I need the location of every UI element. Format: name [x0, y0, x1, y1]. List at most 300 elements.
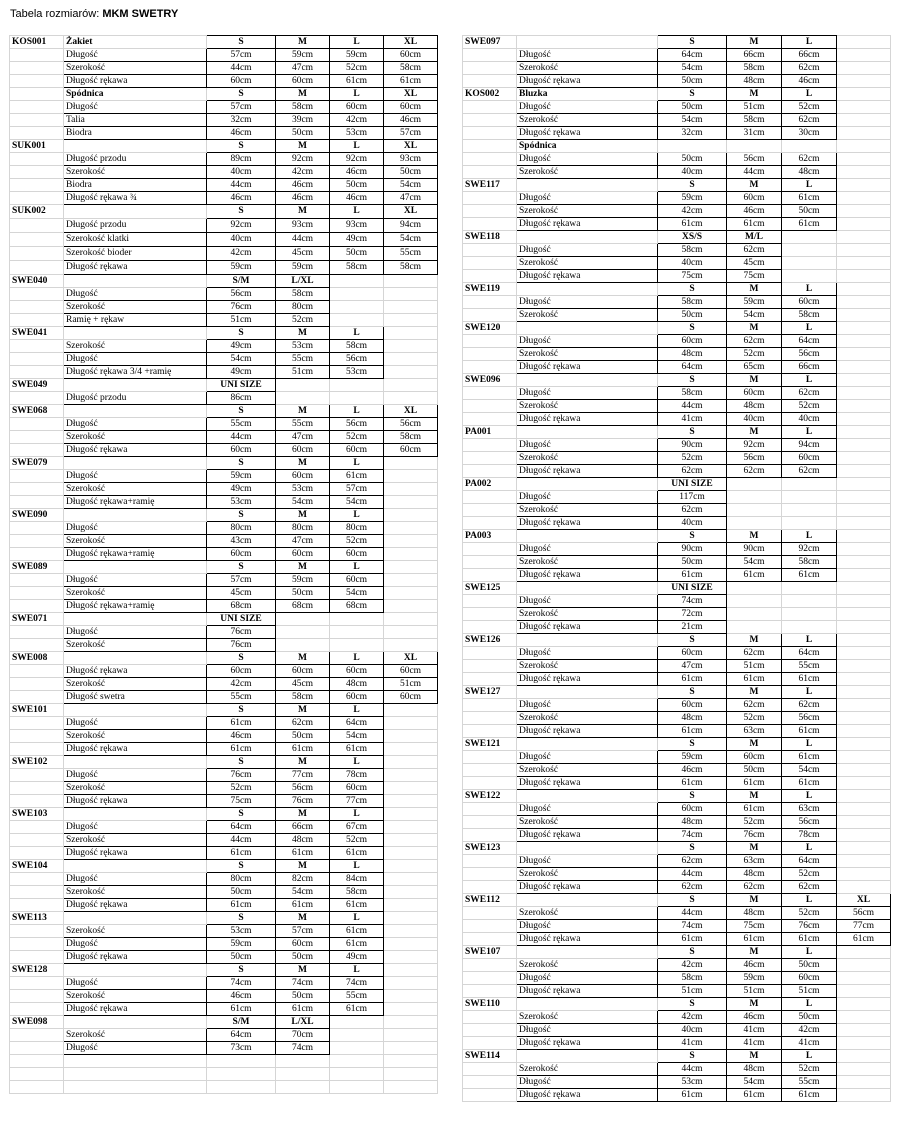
measurement-label: Długość [517, 296, 658, 309]
measurement-row [463, 1063, 891, 1076]
measurement-label: Długość rękawa+ramię [64, 600, 207, 613]
size-header: S [207, 860, 276, 873]
blank-cell [837, 101, 891, 114]
measurement-label: Szerokość [517, 62, 658, 75]
blank-cell [64, 860, 207, 873]
measurement-label: Długość [64, 873, 207, 886]
size-header: S [658, 790, 727, 803]
blank-cell [10, 899, 64, 912]
measurement-row [463, 270, 891, 283]
measurement-value: 58cm [782, 309, 837, 322]
measurement-value: 50cm [207, 951, 276, 964]
measurement-label: Szerokość [64, 990, 207, 1003]
blank-cell [517, 231, 658, 244]
blank-cell [10, 219, 64, 233]
blank-cell [782, 608, 837, 621]
blank-cell [517, 478, 658, 491]
measurement-row [463, 751, 891, 764]
product-code: SWE008 [10, 652, 64, 665]
measurement-value: 44cm [727, 166, 782, 179]
blank-cell [837, 452, 891, 465]
measurement-value: 62cm [782, 153, 837, 166]
product-header-row [10, 964, 438, 977]
blank-cell [837, 608, 891, 621]
measurement-value: 61cm [658, 569, 727, 582]
product-code: SWE089 [10, 561, 64, 574]
measurement-label: Talia [64, 114, 207, 127]
product-header-row [10, 36, 438, 49]
product-header-row [10, 379, 438, 392]
blank-cell [727, 517, 782, 530]
measurement-value: 57cm [207, 49, 276, 62]
measurement-value: 52cm [727, 712, 782, 725]
product-header-row [463, 374, 891, 387]
measurement-value: 61cm [276, 899, 330, 912]
measurement-row [10, 795, 438, 808]
measurement-row [463, 725, 891, 738]
measurement-value: 40cm [782, 413, 837, 426]
measurement-value: 74cm [658, 595, 727, 608]
blank-cell [64, 1016, 207, 1029]
measurement-label: Długość rękawa [517, 569, 658, 582]
blank-cell [782, 478, 837, 491]
measurement-label: Długość rękawa [64, 444, 207, 457]
measurement-label: Szerokość [64, 678, 207, 691]
measurement-row [463, 803, 891, 816]
blank-cell [837, 543, 891, 556]
product-code: PA003 [463, 530, 517, 543]
blank-cell [837, 881, 891, 894]
blank-cell [837, 231, 891, 244]
blank-cell [10, 535, 64, 548]
blank-cell [782, 491, 837, 504]
measurement-value: 58cm [658, 244, 727, 257]
blank-cell [463, 569, 517, 582]
measurement-value: 61cm [727, 1089, 782, 1102]
measurement-value: 55cm [207, 418, 276, 431]
measurement-value: 58cm [727, 62, 782, 75]
blank-cell [463, 465, 517, 478]
blank-cell [782, 244, 837, 257]
blank-cell [463, 1063, 517, 1076]
size-header: S [658, 634, 727, 647]
measurement-value: 52cm [782, 868, 837, 881]
measurement-value: 92cm [330, 153, 384, 166]
blank-cell [64, 964, 207, 977]
measurement-row [463, 205, 891, 218]
measurement-value: 40cm [207, 233, 276, 247]
measurement-row [463, 257, 891, 270]
blank-cell [837, 673, 891, 686]
blank-cell [463, 816, 517, 829]
measurement-value: 72cm [658, 608, 727, 621]
blank-cell [463, 361, 517, 374]
size-table-left [9, 35, 438, 1094]
blank-cell [10, 192, 64, 205]
measurement-row [10, 990, 438, 1003]
blank-cell [837, 504, 891, 517]
blank-cell [782, 231, 837, 244]
product-code: SWE107 [463, 946, 517, 959]
blank-cell [727, 582, 782, 595]
measurement-value: 46cm [276, 179, 330, 192]
blank-cell [384, 1081, 438, 1094]
measurement-value: 92cm [276, 153, 330, 166]
measurement-value: 62cm [658, 881, 727, 894]
measurement-row [10, 392, 438, 405]
measurement-value: 74cm [276, 1042, 330, 1055]
measurement-value: 50cm [658, 556, 727, 569]
measurement-value: 59cm [207, 938, 276, 951]
measurement-value: 60cm [207, 444, 276, 457]
blank-cell [837, 842, 891, 855]
blank-cell [64, 912, 207, 925]
blank-cell [837, 426, 891, 439]
size-header: S [658, 179, 727, 192]
product-code: SWE104 [10, 860, 64, 873]
measurement-label: Długość rękawa [517, 270, 658, 283]
blank-cell [837, 257, 891, 270]
measurement-value: 64cm [658, 361, 727, 374]
blank-cell [837, 556, 891, 569]
blank-cell [837, 1011, 891, 1024]
blank-cell [384, 847, 438, 860]
blank-cell [837, 335, 891, 348]
product-code: SUK001 [10, 140, 64, 153]
size-header: M [727, 634, 782, 647]
measurement-value: 52cm [782, 400, 837, 413]
blank-cell [837, 868, 891, 881]
size-header: S [207, 704, 276, 717]
measurement-value: 61cm [330, 925, 384, 938]
measurement-value: 53cm [207, 496, 276, 509]
measurement-label: Długość [517, 192, 658, 205]
measurement-value: 45cm [276, 247, 330, 261]
measurement-value: 55cm [782, 1076, 837, 1089]
section-label: Bluzka [517, 88, 658, 101]
measurement-row [463, 855, 891, 868]
size-header: L [330, 36, 384, 49]
measurement-label: Długość [517, 647, 658, 660]
product-code: SWE128 [10, 964, 64, 977]
measurement-value: 47cm [276, 535, 330, 548]
measurement-value: 52cm [330, 431, 384, 444]
blank-cell [837, 49, 891, 62]
measurement-value: 58cm [658, 296, 727, 309]
measurement-row [10, 782, 438, 795]
blank-cell [10, 743, 64, 756]
measurement-label: Długość rękawa [64, 75, 207, 88]
measurement-label: Długość [517, 335, 658, 348]
blank-cell [463, 75, 517, 88]
measurement-value: 40cm [727, 413, 782, 426]
measurement-label: Długość [64, 522, 207, 535]
blank-cell [276, 1068, 330, 1081]
blank-cell [517, 738, 658, 751]
blank-cell [10, 600, 64, 613]
measurement-label: Długość [64, 418, 207, 431]
title-name: MKM SWETRY [102, 8, 179, 20]
product-code: SWE068 [10, 405, 64, 418]
measurement-value: 45cm [207, 587, 276, 600]
size-header: XL [384, 652, 438, 665]
measurement-value: 44cm [207, 834, 276, 847]
product-code: SWE117 [463, 179, 517, 192]
measurement-value: 53cm [276, 340, 330, 353]
size-header: M [276, 860, 330, 873]
measurement-label: Szerokość [64, 639, 207, 652]
measurement-row [463, 712, 891, 725]
measurement-row [463, 699, 891, 712]
measurement-value: 44cm [658, 400, 727, 413]
blank-cell [276, 379, 330, 392]
measurement-value: 56cm [782, 712, 837, 725]
measurement-value: 59cm [727, 972, 782, 985]
measurement-label: Szerokość [64, 834, 207, 847]
blank-cell [10, 522, 64, 535]
measurement-value: 54cm [330, 730, 384, 743]
measurement-value: 48cm [782, 166, 837, 179]
blank-cell [463, 1011, 517, 1024]
measurement-label: Długość rękawa [517, 621, 658, 634]
product-code: SWE090 [10, 509, 64, 522]
measurement-value: 50cm [658, 153, 727, 166]
product-header-row [10, 860, 438, 873]
blank-cell [384, 769, 438, 782]
size-header: UNI SIZE [207, 613, 276, 626]
measurement-row [463, 985, 891, 998]
measurement-label: Długość rękawa [517, 413, 658, 426]
blank-cell [463, 439, 517, 452]
blank-cell [463, 296, 517, 309]
measurement-value: 60cm [727, 192, 782, 205]
measurement-value: 46cm [207, 127, 276, 140]
blank-cell [837, 1063, 891, 1076]
measurement-value: 49cm [207, 340, 276, 353]
measurement-value: 50cm [782, 1011, 837, 1024]
blank-cell [837, 1050, 891, 1063]
size-header: L [782, 322, 837, 335]
measurement-label: Szerokość [517, 257, 658, 270]
measurement-value: 58cm [276, 288, 330, 301]
measurement-row [463, 296, 891, 309]
blank-cell [10, 340, 64, 353]
measurement-value: 40cm [207, 166, 276, 179]
blank-cell [10, 639, 64, 652]
size-header: L [782, 946, 837, 959]
blank-cell [837, 387, 891, 400]
blank-cell [463, 192, 517, 205]
measurement-value: 58cm [330, 261, 384, 275]
blank-cell [384, 951, 438, 964]
measurement-value: 61cm [782, 751, 837, 764]
measurement-row [463, 543, 891, 556]
measurement-label: Długość [517, 153, 658, 166]
measurement-value: 50cm [782, 959, 837, 972]
measurement-value: 46cm [207, 730, 276, 743]
size-header: S [658, 36, 727, 49]
measurement-value: 54cm [727, 556, 782, 569]
product-code: SWE097 [463, 36, 517, 49]
measurement-value: 61cm [727, 673, 782, 686]
measurement-value: 50cm [276, 127, 330, 140]
measurement-row [10, 535, 438, 548]
measurement-row [10, 261, 438, 275]
measurement-row [10, 127, 438, 140]
blank-cell [330, 613, 384, 626]
product-code: KOS002 [463, 88, 517, 101]
measurement-value: 44cm [207, 62, 276, 75]
blank-cell [10, 166, 64, 179]
measurement-value: 61cm [782, 569, 837, 582]
measurement-label: Biodra [64, 179, 207, 192]
measurement-row [463, 595, 891, 608]
measurement-value: 52cm [727, 348, 782, 361]
measurement-value: 61cm [727, 777, 782, 790]
product-header-row [10, 652, 438, 665]
measurement-row [10, 886, 438, 899]
measurement-value: 50cm [207, 886, 276, 899]
measurement-value: 61cm [782, 673, 837, 686]
blank-cell [837, 140, 891, 153]
measurement-value: 58cm [384, 431, 438, 444]
size-header: S [207, 652, 276, 665]
measurement-value: 40cm [658, 166, 727, 179]
measurement-value: 60cm [658, 699, 727, 712]
blank-cell [10, 470, 64, 483]
measurement-value: 62cm [276, 717, 330, 730]
measurement-value: 51cm [207, 314, 276, 327]
measurement-value: 58cm [330, 340, 384, 353]
measurement-label: Długość rękawa [517, 725, 658, 738]
measurement-value: 52cm [330, 62, 384, 75]
measurement-value: 46cm [330, 166, 384, 179]
measurement-value: 80cm [276, 301, 330, 314]
blank-cell [384, 470, 438, 483]
product-code: SWE049 [10, 379, 64, 392]
blank-cell [64, 652, 207, 665]
measurement-value: 60cm [276, 444, 330, 457]
measurement-value: 44cm [207, 431, 276, 444]
blank-cell [517, 686, 658, 699]
measurement-value: 62cm [658, 465, 727, 478]
size-header: M [727, 894, 782, 907]
blank-cell [463, 1089, 517, 1102]
measurement-value: 46cm [207, 990, 276, 1003]
measurement-row [463, 647, 891, 660]
blank-cell [10, 62, 64, 75]
size-header: L [782, 1050, 837, 1063]
measurement-value: 46cm [330, 192, 384, 205]
measurement-label: Szerokość [517, 764, 658, 777]
measurement-value: 60cm [276, 470, 330, 483]
product-code: SWE103 [10, 808, 64, 821]
blank-cell [727, 491, 782, 504]
measurement-value: 56cm [207, 288, 276, 301]
size-header: S [207, 964, 276, 977]
measurement-value: 59cm [276, 261, 330, 275]
product-code: SWE127 [463, 686, 517, 699]
section-label: Spódnica [517, 140, 658, 153]
blank-cell [10, 1055, 64, 1068]
measurement-value: 55cm [330, 990, 384, 1003]
size-header: S [658, 322, 727, 335]
blank-cell [727, 504, 782, 517]
measurement-row [463, 439, 891, 452]
blank-cell [837, 465, 891, 478]
blank-cell [727, 478, 782, 491]
measurement-row [10, 730, 438, 743]
measurement-label: Ramię + rękaw [64, 314, 207, 327]
measurement-row [10, 678, 438, 691]
measurement-value: 44cm [658, 868, 727, 881]
measurement-value: 48cm [276, 834, 330, 847]
measurement-value: 58cm [658, 387, 727, 400]
blank-cell [10, 127, 64, 140]
blank-cell [837, 699, 891, 712]
blank-cell [384, 548, 438, 561]
blank-cell [463, 1076, 517, 1089]
product-header-row [10, 704, 438, 717]
size-header: S/M [207, 1016, 276, 1029]
blank-cell [10, 114, 64, 127]
measurement-label: Długość [64, 101, 207, 114]
measurement-row [463, 1076, 891, 1089]
measurement-row [463, 829, 891, 842]
size-header: L [782, 686, 837, 699]
measurement-value: 46cm [727, 959, 782, 972]
size-header: S [658, 1050, 727, 1063]
measurement-value: 52cm [207, 782, 276, 795]
measurement-value: 56cm [276, 782, 330, 795]
measurement-row [10, 314, 438, 327]
measurement-value: 59cm [276, 49, 330, 62]
blank-cell [10, 233, 64, 247]
blank-cell [727, 140, 782, 153]
measurement-label: Szerokość [517, 959, 658, 972]
measurement-value: 57cm [207, 574, 276, 587]
blank-cell [517, 374, 658, 387]
product-header-row [463, 582, 891, 595]
blank-cell [463, 244, 517, 257]
measurement-label: Długość rękawa [64, 847, 207, 860]
measurement-label: Długość rękawa [517, 75, 658, 88]
measurement-row [463, 569, 891, 582]
measurement-value: 59cm [727, 296, 782, 309]
measurement-row [463, 504, 891, 517]
measurement-value: 61cm [727, 569, 782, 582]
blank-cell [330, 1068, 384, 1081]
blank-cell [10, 587, 64, 600]
measurement-value: 46cm [782, 75, 837, 88]
blank-cell [463, 218, 517, 231]
measurement-value: 58cm [384, 261, 438, 275]
blank-cell [330, 626, 384, 639]
blank-cell [10, 1029, 64, 1042]
blank-cell [837, 36, 891, 49]
blank-cell [330, 1055, 384, 1068]
blank-cell [837, 1024, 891, 1037]
measurement-value: 48cm [727, 1063, 782, 1076]
measurement-row [463, 881, 891, 894]
blank-cell [384, 626, 438, 639]
blank-cell [64, 1081, 207, 1094]
measurement-label: Szerokość [517, 608, 658, 621]
blank-cell [837, 283, 891, 296]
product-code: SWE123 [463, 842, 517, 855]
blank-cell [463, 608, 517, 621]
blank-cell [463, 972, 517, 985]
